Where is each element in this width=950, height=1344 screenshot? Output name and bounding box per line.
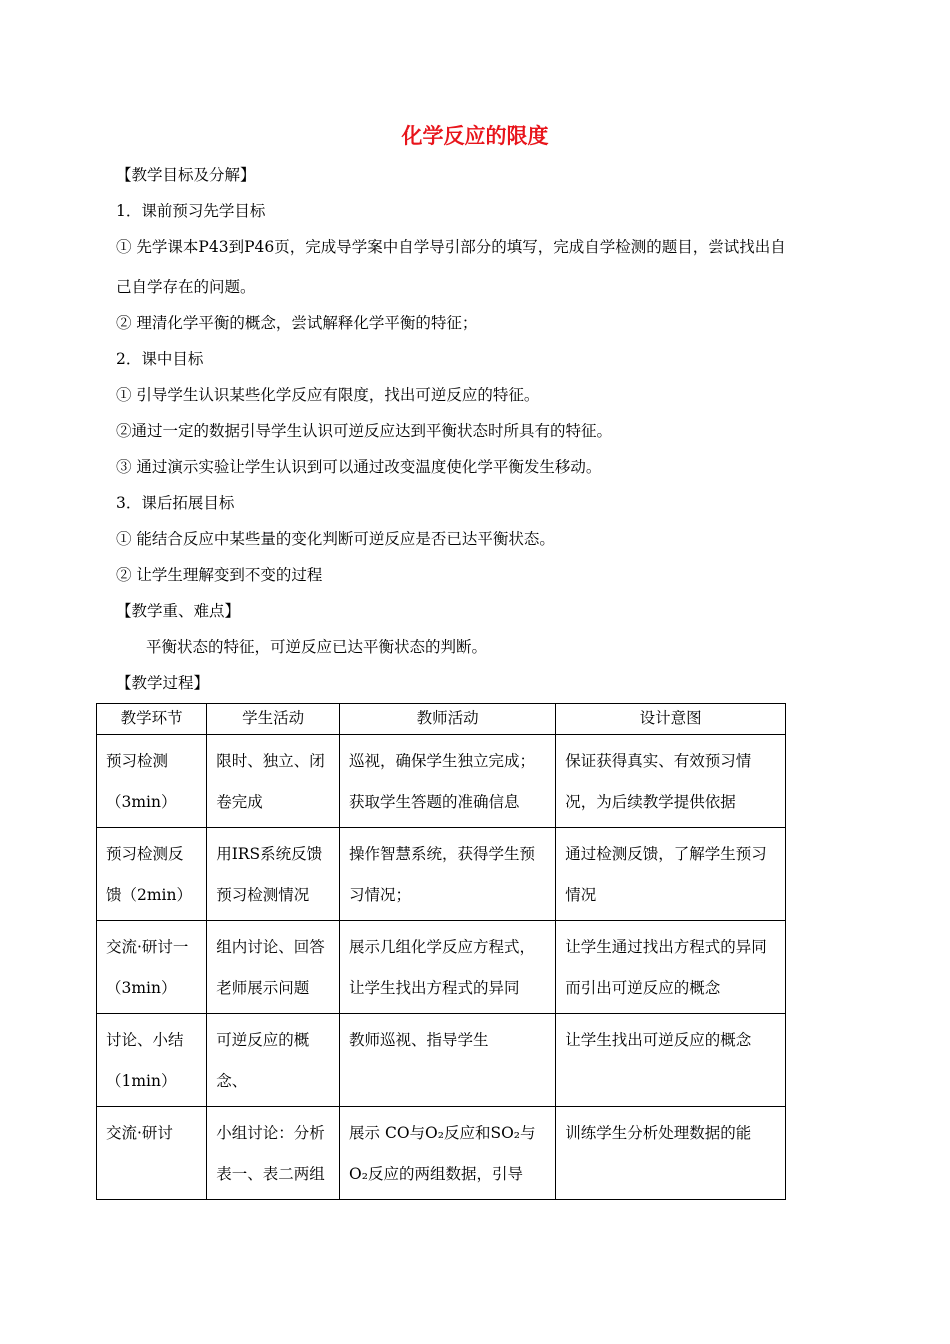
table-cell: 训练学生分析处理数据的能 [556, 1107, 786, 1200]
pre-class-item-1-cont: 己自学存在的问题。 [116, 278, 256, 296]
pre-class-item-2: ② 理清化学平衡的概念，尝试解释化学平衡的特征； [116, 314, 478, 332]
table-cell: 用IRS系统反馈预习检测情况 [207, 828, 340, 921]
table-cell: 展示几组化学反应方程式，让学生找出方程式的异同 [340, 921, 556, 1014]
table-cell: 教师巡视、指导学生 [340, 1014, 556, 1107]
table-row [97, 1107, 786, 1200]
after-class-item-1: ① 能结合反应中某些量的变化判断可逆反应是否已达平衡状态。 [116, 530, 555, 548]
table-header: 教学环节 [97, 704, 207, 735]
after-class-heading: 3．课后拓展目标 [116, 494, 235, 512]
table-cell: 小组讨论：分析表一、表二两组 [207, 1107, 340, 1200]
key-points-heading: 【教学重、难点】 [116, 602, 241, 620]
objectives-heading: 【教学目标及分解】 [116, 166, 256, 184]
table-row [97, 1014, 786, 1107]
table-cell: 保证获得真实、有效预习情况，为后续教学提供依据 [556, 735, 786, 828]
in-class-item-2: ②通过一定的数据引导学生认识可逆反应达到平衡状态时所具有的特征。 [116, 422, 613, 440]
in-class-item-1: ① 引导学生认识某些化学反应有限度，找出可逆反应的特征。 [116, 386, 540, 404]
key-points-text: 平衡状态的特征，可逆反应已达平衡状态的判断。 [146, 638, 488, 656]
table-cell: 交流·研讨一（3min） [97, 921, 207, 1014]
table-row [97, 921, 786, 1014]
table-cell: 让学生找出可逆反应的概念 [556, 1014, 786, 1107]
after-class-item-2: ② 让学生理解变到不变的过程 [116, 566, 323, 584]
table-cell: 交流·研讨 [97, 1107, 207, 1200]
table-cell: 预习检测反馈（2min） [97, 828, 207, 921]
table-header: 学生活动 [207, 704, 340, 735]
in-class-heading: 2．课中目标 [116, 350, 204, 368]
in-class-item-3: ③ 通过演示实验让学生认识到可以通过改变温度使化学平衡发生移动。 [116, 458, 602, 476]
table-header: 教师活动 [340, 704, 556, 735]
table-cell: 预习检测（3min） [97, 735, 207, 828]
teaching-process-table [96, 703, 786, 1200]
table-cell: 通过检测反馈，了解学生预习情况 [556, 828, 786, 921]
pre-class-item-1: ① 先学课本P43到P46页，完成导学案中自学导引部分的填写，完成自学检测的题目，尝试找出自 [116, 238, 786, 256]
process-heading: 【教学过程】 [116, 674, 210, 692]
table-cell: 可逆反应的概念、 [207, 1014, 340, 1107]
table-cell: 让学生通过找出方程式的异同而引出可逆反应的概念 [556, 921, 786, 1014]
page-title: 化学反应的限度 [401, 124, 549, 148]
pre-class-heading: 1．课前预习先学目标 [116, 202, 266, 220]
table-cell: 巡视，确保学生独立完成；获取学生答题的准确信息 [340, 735, 556, 828]
table-row [97, 735, 786, 828]
table-row [97, 828, 786, 921]
table-header: 设计意图 [556, 704, 786, 735]
table-cell: 组内讨论、回答老师展示问题 [207, 921, 340, 1014]
table-header-row [97, 704, 786, 735]
table-cell: 操作智慧系统，获得学生预习情况； [340, 828, 556, 921]
table-cell: 限时、独立、闭卷完成 [207, 735, 340, 828]
table-cell: 展示 CO与O₂反应和SO₂与O₂反应的两组数据，引导 [340, 1107, 556, 1200]
table-cell: 讨论、小结（1min） [97, 1014, 207, 1107]
